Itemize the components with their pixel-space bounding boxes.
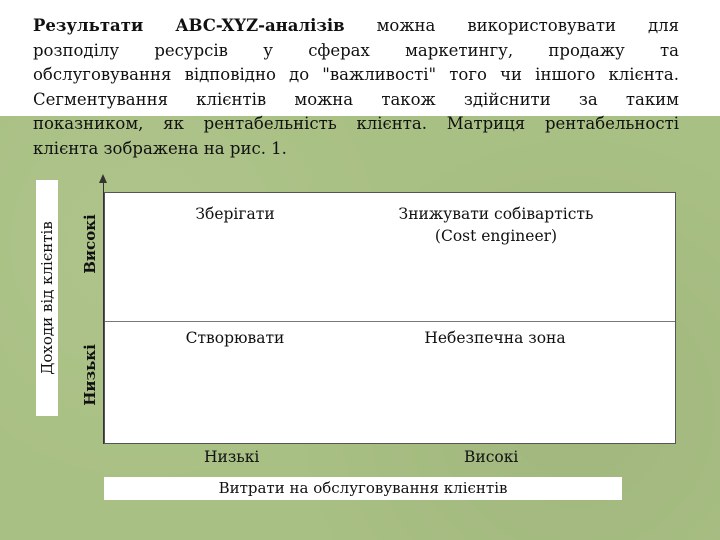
cell-danger-zone: Небезпечна зона	[424, 329, 566, 347]
y-category-low-text: Низькі	[81, 344, 99, 406]
cell-reduce-cost-line2: (Cost engineer)	[434, 227, 558, 245]
intro-paragraph	[33, 14, 679, 161]
cell-reduce-cost-line1: Знижувати собівартість	[398, 205, 594, 223]
x-category-high: Високі	[464, 448, 519, 466]
y-category-high	[79, 196, 101, 292]
paragraph-line-1	[33, 14, 679, 39]
y-axis-title	[36, 180, 58, 416]
x-axis-title: Витрати на обслуговування клієнтів	[104, 477, 622, 500]
paragraph-line-6: клієнта зображена на рис. 1.	[33, 138, 287, 158]
y-category-high-text: Високі	[81, 214, 99, 274]
cell-keep: Зберігати	[195, 205, 275, 223]
cell-reduce-cost	[381, 203, 611, 247]
bold-lead-text: Результати ABC-XYZ-аналізів	[33, 16, 345, 35]
paragraph-line-2: розподілу ресурсів у сферах маркетингу, продажу та	[33, 40, 679, 60]
profitability-matrix	[104, 192, 676, 444]
paragraph-line-3: обслуговування відповідно до "важливості" того чи іншого клієнта.	[33, 65, 679, 84]
y-category-low	[79, 330, 101, 420]
matrix-divider	[105, 321, 675, 322]
cell-create: Створювати	[185, 329, 285, 347]
y-axis-arrow-icon	[99, 174, 107, 183]
line1-rest: можна використовувати для	[344, 16, 679, 35]
paragraph-line-4: Сегментування клієнтів можна також здійснити за таким	[33, 89, 679, 109]
paragraph-line-5: показником, як рентабельність клієнта. Матриця рентабельності	[33, 114, 679, 133]
x-category-low: Низькі	[204, 448, 260, 466]
y-axis-title-text: Доходи від клієнтів	[38, 221, 56, 375]
